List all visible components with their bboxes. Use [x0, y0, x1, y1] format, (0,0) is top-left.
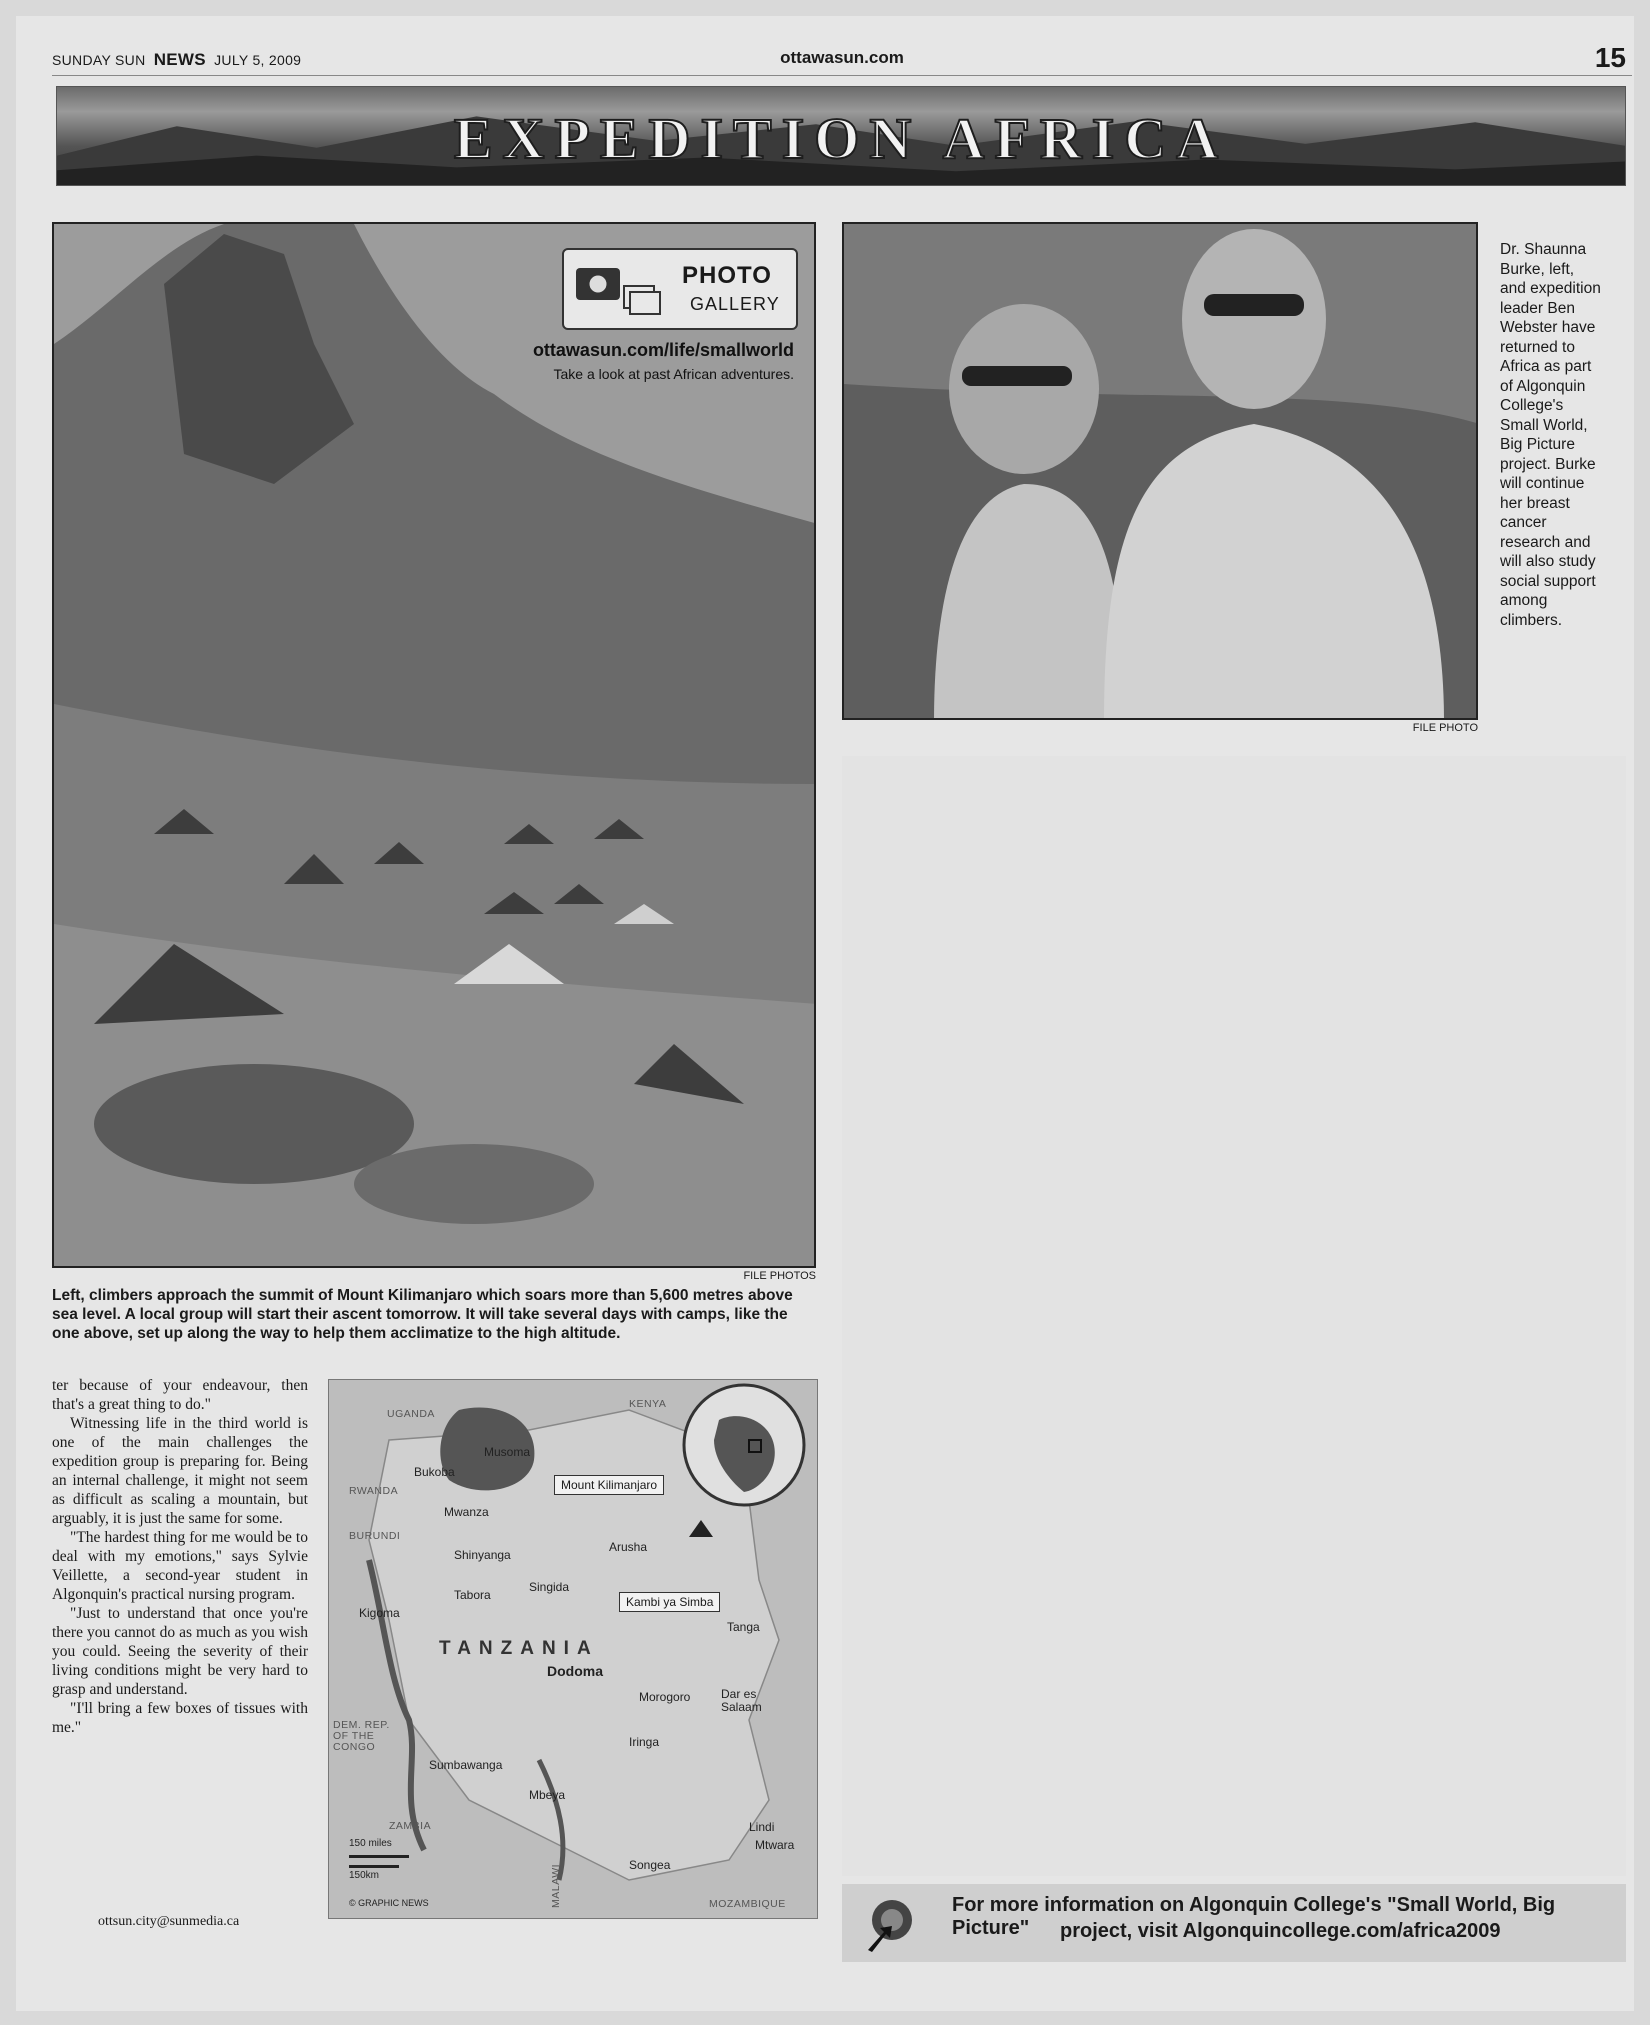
map-city-label: Shinyanga — [454, 1548, 511, 1562]
article-column — [52, 1376, 308, 1737]
map-city-label: Tanga — [727, 1620, 760, 1634]
more-info-strip — [842, 1884, 1626, 1962]
map-country-label: RWANDA — [349, 1485, 399, 1497]
climbers-portrait-photo — [842, 222, 1478, 720]
section-banner — [56, 86, 1626, 186]
two-climbers-image — [844, 224, 1478, 720]
page-number: 15 — [1594, 42, 1626, 73]
main-photo-caption: Left, climbers approach the summit of Mount Kilimanjaro which soars more than 5,600 metres above sea level. A local group will start their ascent tomorrow. It will take several days with camps, like the one above, set up along the way to help them acclimatize to the high altitude. — [52, 1287, 793, 1342]
folio-line — [52, 36, 1632, 76]
newspaper-page — [16, 16, 1634, 2011]
camera-photos-icon — [574, 260, 664, 320]
map-city-label: Mbeya — [529, 1788, 566, 1802]
map-country-name: TANZANIA — [439, 1638, 599, 1659]
gallery-url-link[interactable]: ottawasun.com/life/smallworld — [532, 340, 794, 360]
map-city-label: Kigoma — [359, 1606, 400, 1620]
map-capital-label: Dodoma — [547, 1663, 603, 1679]
map-city-label: Musoma — [484, 1445, 531, 1459]
map-callout-kilimanjaro: Mount Kilimanjaro — [554, 1475, 664, 1495]
map-city-label: Mwanza — [444, 1505, 489, 1519]
map-country-label: UGANDA — [387, 1408, 435, 1420]
map-country-label: MALAWI — [550, 1863, 563, 1909]
map-city-label: Bukoba — [414, 1465, 455, 1479]
banner-title: EXPEDITION AFRICA — [453, 106, 1229, 171]
map-source-credit: © GRAPHIC NEWS — [349, 1898, 429, 1908]
map-city-label: Iringa — [629, 1735, 660, 1749]
map-country-label: BURUNDI — [349, 1530, 401, 1542]
map-city-label: Mtwara — [755, 1838, 795, 1852]
map-city-label: Morogoro — [639, 1690, 691, 1704]
site-name: ottawasun.com — [780, 48, 904, 67]
gallery-label-gallery: GALLERY — [690, 294, 780, 314]
main-photo-credit: FILE PHOTOS — [743, 1270, 816, 1282]
map-city-label: Lindi — [749, 1820, 775, 1834]
paper-name: SUNDAY SUN — [52, 52, 146, 68]
map-country-label: ZAMBIA — [389, 1820, 432, 1832]
article-paragraph: "Just to understand that once you're there you cannot do as much as you wish you could. Seeing the severity of their living conditions might be very hard to grasp and understand. — [52, 1605, 308, 1698]
map-country-label: DEM. REP. OF THE CONGO — [333, 1719, 390, 1753]
map-city-label: Arusha — [609, 1540, 648, 1554]
article-paragraph: "I'll bring a few boxes of tissues with me." — [52, 1700, 308, 1736]
kilimanjaro-camp-photo — [52, 222, 816, 1268]
blank-area — [842, 756, 1626, 1876]
map-city-label: Sumbawanga — [429, 1758, 503, 1772]
map-callout-kambi: Kambi ya Simba — [619, 1592, 720, 1612]
info-line-1: For more information on Algonquin College's "Small World, Big Picture" — [952, 1894, 1556, 1939]
map-city-label: Dar es Salaam — [721, 1687, 762, 1714]
map-city-label: Tabora — [454, 1588, 491, 1602]
right-photo-credit: FILE PHOTO — [1412, 722, 1478, 734]
tanzania-map — [328, 1379, 818, 1919]
reporter-email[interactable]: ottsun.city@sunmedia.ca — [98, 1914, 240, 1929]
info-line-2[interactable]: project, visit Algonquincollege.com/africa2009 — [1060, 1920, 1501, 1942]
map-city-label: Songea — [629, 1858, 671, 1872]
map-country-label: KENYA — [629, 1398, 667, 1410]
cursor-target-icon — [862, 1896, 918, 1952]
article-paragraph: ter because of your endeavour, then that's a great thing to do." — [52, 1377, 308, 1413]
gallery-label-photo: PHOTO — [682, 262, 772, 289]
map-country-label: MOZAMBIQUE — [709, 1898, 786, 1910]
right-photo-caption: Dr. Shaunna Burke, left, and expedition leader Ben Webster have returned to Africa as part of Algonquin College's Small World, Big Picture project. Burke will continue her breast cancer research and will also study social support among climbers. — [1500, 241, 1601, 629]
issue-date: JULY 5, 2009 — [214, 52, 302, 68]
map-scale-miles: 150 miles — [349, 1838, 392, 1849]
map-scale-km: 150km — [349, 1870, 380, 1881]
map-city-label: Singida — [529, 1580, 570, 1594]
photo-gallery-promo[interactable] — [562, 248, 798, 330]
section-name: NEWS — [153, 50, 206, 69]
article-paragraph: "The hardest thing for me would be to deal with my emotions," says Sylvie Veillette, a second-year student in Algonquin's practical nursing program. — [52, 1529, 308, 1603]
gallery-note: Take a look at past African adventures. — [553, 366, 794, 382]
article-paragraph: Witnessing life in the third world is one of the main challenges the expedition group is preparing for. Being an internal challenge, it might not seem as difficult as scaling a mountain, but arguably, it is just the same for some. — [52, 1415, 308, 1527]
